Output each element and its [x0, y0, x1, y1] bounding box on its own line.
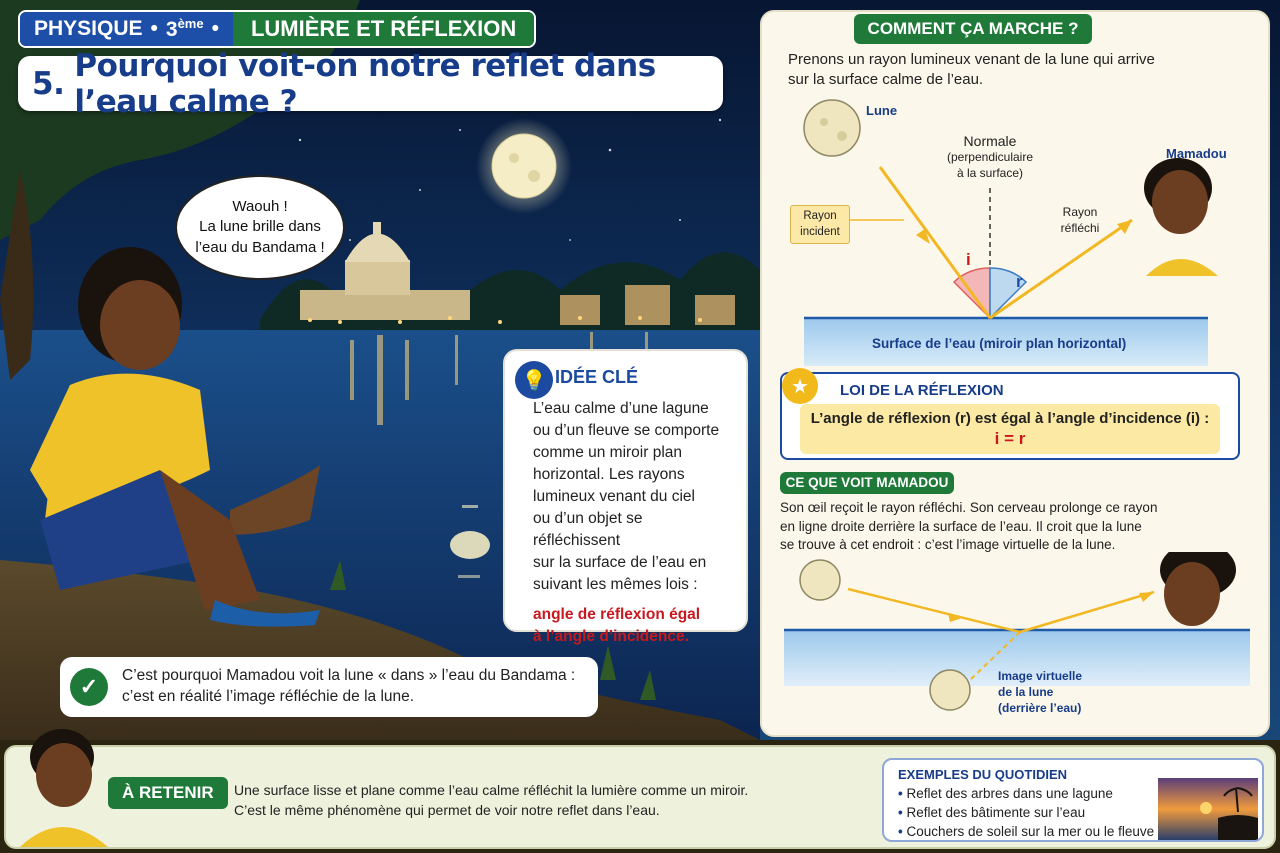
key-idea-line: lumineux venant du ciel: [533, 488, 695, 505]
star-icon: ★: [782, 368, 818, 404]
key-idea-line: L’eau calme d’une lagune: [533, 400, 709, 417]
mamadou-portrait-icon: [1144, 158, 1218, 276]
grade-level: [166, 16, 204, 42]
speech-line: La lune brille dans: [199, 218, 321, 236]
conclusion-card: [60, 657, 598, 717]
conclusion-line: c’est en réalité l’image réfléchie de la lune.: [122, 688, 415, 705]
intro-line: sur la surface calme de l’eau.: [788, 71, 984, 89]
key-idea-line: sur la surface de l’eau en: [533, 554, 707, 571]
key-idea-line: comme un miroir plan: [533, 444, 683, 461]
mamadou-profile-icon: [1160, 552, 1236, 626]
sunset-thumbnail: [1158, 778, 1258, 840]
incident-ray: [848, 589, 1020, 632]
subject-label: [20, 12, 233, 46]
reflection-law-card: [780, 372, 1240, 460]
reflection-law-body: [800, 404, 1220, 454]
what-mamadou-sees-title: CE QUE VOIT MAMADOU: [780, 472, 954, 494]
reflected-ray: [1020, 592, 1154, 632]
sees-line: Son œil reçoit le rayon réfléchi. Son cerveau prolonge ce rayon: [780, 500, 1158, 515]
moon-icon: [804, 100, 860, 156]
to-remember-line: C’est le même phénomène qui permet de voir notre reflet dans l’eau.: [234, 802, 660, 819]
conclusion-line: C’est pourquoi Mamadou voit la lune « dans » l’eau du Bandama :: [122, 667, 576, 685]
speech-bubble: [175, 175, 345, 280]
subject-banner: [18, 10, 536, 48]
intro-line: Prenons un rayon lumineux venant de la lune qui arrive: [788, 51, 1155, 68]
separator-dot: •: [211, 17, 219, 40]
separator-dot: •: [150, 17, 158, 40]
virtual-moon-icon: [930, 670, 970, 710]
reflected-ray-label: [1048, 205, 1112, 236]
sees-line: se trouve à cet endroit : c’est l’image virtuelle de la lune.: [780, 537, 1116, 553]
key-idea-line: horizontal. Les rayons: [533, 466, 685, 483]
to-remember-label: À RETENIR: [108, 777, 228, 809]
subject-name: PHYSIQUE: [34, 17, 143, 40]
how-it-works-title: COMMENT ÇA MARCHE ?: [854, 14, 1092, 44]
grade-suffix: ème: [177, 16, 204, 31]
what-mamadou-sees-text: [780, 499, 1175, 555]
virtual-image-text: (derrière l’eau): [998, 701, 1082, 716]
to-remember-line: Une surface lisse et plane comme l’eau calme réfléchit la lumière comme un miroir.: [234, 782, 749, 798]
key-idea-card: [503, 349, 748, 645]
key-idea-line: ou d’un fleuve se comporte: [533, 422, 720, 439]
how-it-works-intro: [788, 50, 1228, 91]
example-item: • Reflet des arbres dans une lagune: [898, 785, 1248, 804]
lightbulb-icon: 💡: [515, 361, 553, 399]
virtual-image-label: [998, 668, 1082, 717]
observer-label: Mamadou: [1166, 146, 1227, 161]
incident-ray: [880, 167, 990, 318]
to-remember-text: [234, 780, 748, 821]
key-idea-highlight: [519, 604, 732, 648]
speech-line: Waouh !: [232, 198, 288, 216]
moon-icon: [800, 560, 840, 600]
key-idea-text: [519, 398, 732, 596]
reflected-ray-text: Rayon: [1062, 205, 1098, 219]
reflection-law-title: LOI DE LA RÉFLEXION: [840, 382, 1004, 399]
lesson-title: [18, 47, 723, 120]
normal-subtitle: à la surface): [956, 165, 1024, 180]
mamadou-smiling-icon: [14, 727, 110, 847]
conclusion-text: [122, 666, 575, 708]
incident-ray-text: Rayon: [803, 210, 837, 222]
lesson-question: Pourquoi voit-on notre reflet dans l’eau calme ?: [74, 47, 656, 120]
key-idea-highlight-line: à l’angle d’incidence.: [533, 628, 689, 645]
incident-ray-label: [790, 205, 850, 244]
reflection-law-equation: i = r: [994, 429, 1026, 448]
lesson-number: 5.: [32, 65, 65, 102]
normal-label: [930, 132, 1050, 181]
topic-label: LUMIÈRE ET RÉFLEXION: [233, 12, 534, 46]
key-idea-title: IDÉE CLÉ: [555, 367, 639, 387]
key-idea-line: suivant les mêmes lois :: [533, 576, 698, 593]
summary-strip: [4, 745, 1276, 849]
normal-title: Normale: [963, 133, 1017, 149]
check-icon: ✓: [70, 668, 108, 706]
speech-line: l’eau du Bandama !: [195, 238, 325, 256]
reflected-ray-text: réfléchi: [1060, 220, 1100, 235]
key-idea-line: ou d’un objet se réfléchissent: [533, 510, 643, 549]
key-idea-highlight-line: angle de réflexion égal: [533, 606, 701, 623]
moon-label: Lune: [866, 103, 898, 118]
sees-line: en ligne droite derrière la surface de l’eau. Il croit que la lune: [780, 518, 1142, 534]
everyday-examples-title: EXEMPLES DU QUOTIDIEN: [898, 767, 1068, 782]
everyday-examples-card: [882, 758, 1264, 842]
angle-i-label: i: [966, 250, 971, 269]
example-item: • Reflet des bâtimente sur l’eau: [898, 804, 1248, 823]
explanation-panel: [760, 10, 1270, 737]
normal-subtitle: (perpendiculaire: [946, 150, 1034, 165]
virtual-image-text: Image virtuelle: [998, 669, 1083, 683]
surface-label: Surface de l’eau (miroir plan horizontal): [872, 336, 1127, 351]
example-item: • Couchers de soleil sur la mer ou le fleuve: [898, 823, 1248, 842]
virtual-image-text: de la lune: [998, 685, 1054, 700]
grade-number: 3: [165, 18, 178, 41]
angle-r-label: r: [1016, 272, 1023, 291]
reflection-law-statement: L’angle de réflexion (r) est égal à l’angle d’incidence (i) :: [810, 410, 1210, 427]
incident-ray-text: incident: [800, 225, 840, 238]
